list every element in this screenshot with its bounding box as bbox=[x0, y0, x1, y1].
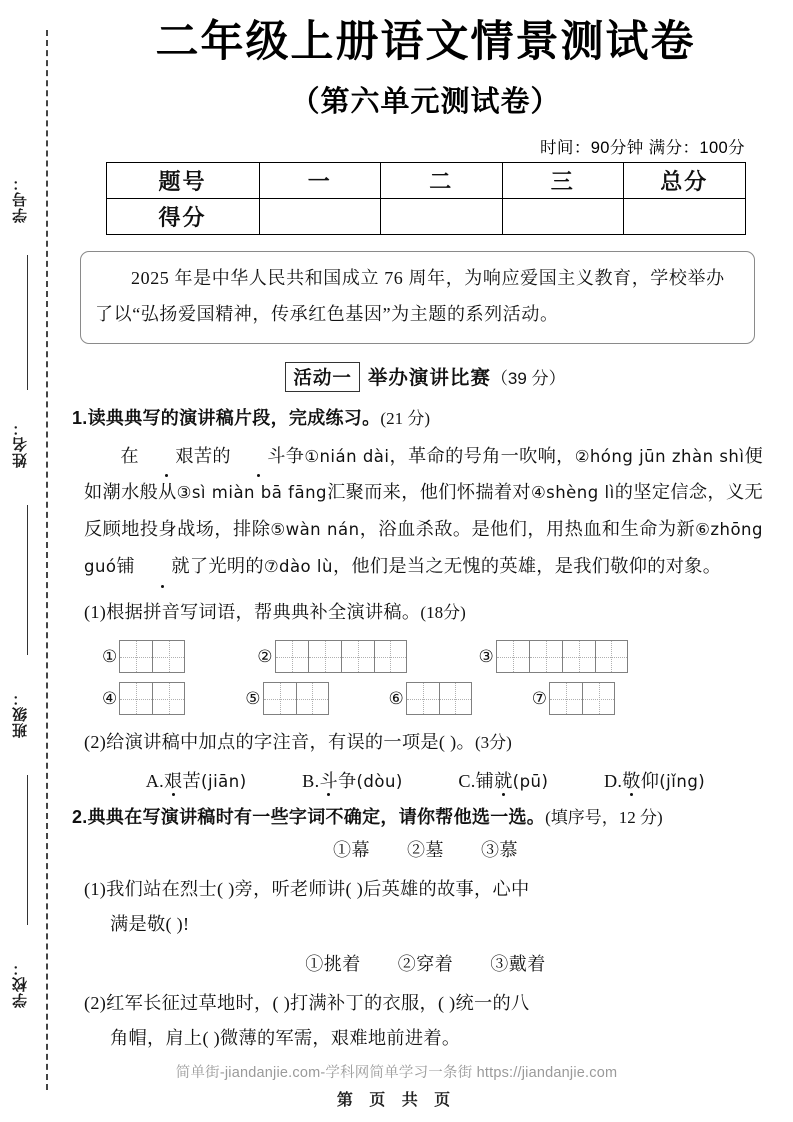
score-cell-total[interactable] bbox=[624, 199, 746, 235]
option-pinyin: (jiān) bbox=[201, 771, 247, 791]
score-col-header-1: 一 bbox=[259, 163, 381, 199]
margin-label-school: 学校： bbox=[12, 960, 29, 1008]
exam-sheet bbox=[58, 0, 793, 1122]
writing-grid-group-4[interactable] bbox=[102, 682, 185, 715]
title-block bbox=[58, 0, 793, 120]
option-word: 苦 bbox=[182, 770, 202, 791]
grid-cell[interactable] bbox=[275, 640, 308, 673]
writing-grid-group-1[interactable] bbox=[102, 640, 185, 673]
exam-meta-line: 时间：90分钟 满分：100分 bbox=[540, 139, 745, 158]
option-pinyin: (pū) bbox=[512, 771, 549, 791]
grid-cell[interactable] bbox=[406, 682, 439, 715]
table-row bbox=[106, 199, 745, 235]
grid-number: ① bbox=[102, 646, 118, 667]
option-pinyin: (jǐng) bbox=[659, 771, 706, 791]
question-1-2-options bbox=[84, 767, 767, 793]
option-a[interactable] bbox=[146, 767, 247, 793]
passage-seg: 铺 bbox=[116, 555, 136, 576]
score-row-header-points: 得分 bbox=[106, 199, 259, 235]
question-2-2-line-1: (2)红军长征过草地时，( )打满补丁的衣服，( )统一的八 bbox=[84, 992, 530, 1013]
tianzige-4[interactable] bbox=[496, 640, 628, 673]
passage-blank-marker: ③ bbox=[176, 483, 192, 503]
writing-grid-group-7[interactable] bbox=[532, 682, 615, 715]
option-word: 铺 bbox=[475, 770, 495, 791]
question-1-stem bbox=[72, 404, 775, 430]
passage-seg: 争 bbox=[285, 445, 305, 466]
question-1-2-stem bbox=[84, 725, 767, 760]
grid-cell[interactable] bbox=[152, 640, 185, 673]
passage-seg: 的坚定信念，义无反顾地投身战场，排除 bbox=[84, 482, 763, 540]
writing-grid-row-1 bbox=[58, 640, 793, 673]
activity-name: 举办演讲比赛 bbox=[367, 366, 491, 389]
passage-seg: ，浴血杀敌。是他们，用热血和生命为新 bbox=[359, 519, 696, 540]
grid-cell[interactable] bbox=[296, 682, 329, 715]
grid-cell[interactable] bbox=[529, 640, 562, 673]
option-pinyin: (dòu) bbox=[356, 771, 403, 791]
grid-cell[interactable] bbox=[152, 682, 185, 715]
tianzige-2[interactable] bbox=[549, 682, 615, 715]
question-1-points: (21 分) bbox=[380, 408, 430, 428]
passage-pinyin: dào lù bbox=[278, 556, 333, 576]
option-dotted-char: 敬 bbox=[622, 767, 641, 793]
passage-blank-marker: ② bbox=[574, 446, 590, 466]
passage-seg: ，他们是当之无愧的英雄，是我们敬仰的对象。 bbox=[332, 555, 722, 576]
activity-points: （39 分） bbox=[490, 368, 566, 388]
passage-seg: 便如潮水般从 bbox=[84, 445, 763, 503]
question-1-2-points: (3分) bbox=[474, 733, 512, 753]
question-2-1-line-2: 满是敬( )! bbox=[110, 914, 190, 935]
option-c[interactable] bbox=[458, 767, 548, 793]
option-word: 仰 bbox=[640, 770, 660, 791]
passage-pinyin: sì miàn bā fāng bbox=[191, 483, 328, 503]
option-dotted-char: 艰 bbox=[164, 767, 183, 793]
margin-label-student-id: 学号： bbox=[12, 175, 29, 223]
tianzige-2[interactable] bbox=[406, 682, 472, 715]
option-dotted-char: 斗 bbox=[319, 767, 338, 793]
intro-context-box: 2025 年是中华人民共和国成立 76 周年，为响应爱国主义教育，学校举办了以“弘扬爱国精神，传承红色基因”为主题的系列活动。 bbox=[80, 251, 755, 343]
passage-pinyin: hóng jūn zhàn shì bbox=[589, 446, 745, 466]
passage-seg: 苦的 bbox=[193, 445, 231, 466]
question-2-2-line-2: 角帽，肩上( )微薄的军需，艰难地前进着。 bbox=[110, 1028, 461, 1049]
grid-cell[interactable] bbox=[439, 682, 472, 715]
question-2-1-line-1: (1)我们站在烈士( )旁，听老师讲( )后英雄的故事，心中 bbox=[84, 878, 530, 899]
tianzige-2[interactable] bbox=[263, 682, 329, 715]
grid-number: ③ bbox=[478, 646, 494, 667]
grid-cell[interactable] bbox=[341, 640, 374, 673]
page-footer bbox=[0, 1061, 793, 1110]
option-key: B. bbox=[302, 770, 320, 791]
grid-number: ⑤ bbox=[245, 688, 261, 709]
grid-cell[interactable] bbox=[595, 640, 628, 673]
grid-cell[interactable] bbox=[119, 682, 152, 715]
passage-blank-marker: ④ bbox=[530, 483, 547, 503]
question-1-1-points: (18分) bbox=[420, 602, 466, 622]
question-2-stem-text: 2.典典在写演讲稿时有一些字词不确定，请你帮他选一选。 bbox=[72, 806, 546, 827]
option-key: C. bbox=[458, 770, 476, 791]
question-2-group2-options bbox=[58, 950, 793, 976]
option-item[interactable]: ①挑着 bbox=[305, 953, 361, 974]
passage-pinyin: shèng lì bbox=[546, 483, 615, 503]
margin-label-class: 班级： bbox=[12, 690, 29, 738]
passage-dotted-char: 艰 bbox=[139, 438, 194, 475]
page-indicator: 第 页 共 页 bbox=[336, 1092, 457, 1109]
passage-pinyin: nián dài bbox=[319, 446, 390, 466]
passage-seg: 在 bbox=[120, 445, 139, 466]
grid-number: ⑥ bbox=[388, 688, 404, 709]
grid-cell[interactable] bbox=[549, 682, 582, 715]
option-dotted-char: 就 bbox=[494, 767, 513, 793]
option-word: 争 bbox=[337, 770, 357, 791]
grid-cell[interactable] bbox=[374, 640, 407, 673]
grid-cell[interactable] bbox=[263, 682, 296, 715]
option-item[interactable]: ③慕 bbox=[481, 839, 518, 860]
margin-label-name: 姓名： bbox=[12, 420, 29, 468]
passage-dotted-char: 斗 bbox=[231, 438, 286, 475]
passage-blank-marker: ⑥ bbox=[695, 520, 711, 540]
passage-pinyin: zhōng guó bbox=[84, 520, 763, 576]
question-2-group1-options bbox=[58, 836, 793, 862]
page-title: 二年级上册语文情景测试卷 bbox=[155, 18, 696, 66]
question-2-stem bbox=[72, 803, 775, 829]
question-1-2-text: (2)给演讲稿中加点的字注音，有误的一项是( )。 bbox=[84, 732, 475, 753]
writing-grid-group-3[interactable] bbox=[479, 640, 628, 673]
passage-blank-marker: ⑦ bbox=[263, 556, 279, 576]
passage-dotted-char: 就 bbox=[135, 548, 190, 585]
score-cell-2[interactable] bbox=[381, 199, 503, 235]
writing-grid-area bbox=[58, 640, 793, 715]
grid-cell[interactable] bbox=[308, 640, 341, 673]
grid-number: ④ bbox=[102, 688, 118, 709]
grid-cell[interactable] bbox=[562, 640, 595, 673]
tianzige-4[interactable] bbox=[275, 640, 407, 673]
option-item[interactable]: ②穿着 bbox=[397, 953, 454, 974]
score-row-header-number: 题号 bbox=[106, 163, 259, 199]
passage-seg: 汇聚而来，他们怀揣着对 bbox=[327, 482, 531, 503]
margin-divider-1 bbox=[27, 255, 28, 390]
grid-cell[interactable] bbox=[582, 682, 615, 715]
passage-blank-marker: ① bbox=[304, 446, 320, 466]
score-table-wrapper bbox=[58, 162, 793, 235]
question-1-1-stem bbox=[84, 595, 767, 630]
watermark-text: 简单街-jiandanjie.com-学科网简单学习一条街 https://jiandanjie.com bbox=[175, 1065, 618, 1081]
tianzige-2[interactable] bbox=[119, 682, 185, 715]
tianzige-2[interactable] bbox=[119, 640, 185, 673]
passage-seg: 了光明的 bbox=[189, 555, 264, 576]
passage-blank-marker: ⑤ bbox=[270, 520, 286, 540]
grid-cell[interactable] bbox=[496, 640, 529, 673]
page-subtitle: （第六单元测试卷） bbox=[290, 86, 561, 119]
option-key: A. bbox=[145, 770, 165, 791]
score-col-header-2: 二 bbox=[381, 163, 503, 199]
option-item[interactable]: ①幕 bbox=[333, 839, 370, 860]
score-col-header-3: 三 bbox=[502, 163, 624, 199]
grid-number: ② bbox=[257, 646, 273, 667]
activity-tag: 活动一 bbox=[285, 362, 360, 392]
score-table bbox=[106, 162, 746, 235]
grid-cell[interactable] bbox=[119, 640, 152, 673]
writing-grid-group-2[interactable] bbox=[257, 640, 406, 673]
grid-number: ⑦ bbox=[531, 688, 547, 709]
left-margin-strip bbox=[0, 0, 58, 1122]
cut-dashed-line bbox=[46, 30, 48, 1090]
writing-grid-group-5[interactable] bbox=[245, 682, 328, 715]
passage-pinyin: wàn nán bbox=[285, 520, 360, 540]
activity-one-header bbox=[58, 362, 793, 392]
question-1-passage bbox=[84, 438, 763, 585]
question-1-stem-text: 1.读典典写的演讲稿片段，完成练习。 bbox=[72, 407, 381, 428]
score-cell-1[interactable] bbox=[259, 199, 381, 235]
table-row bbox=[106, 163, 745, 199]
option-b[interactable] bbox=[302, 767, 403, 793]
question-1-1-text: (1)根据拼音写词语，帮典典补全演讲稿。 bbox=[84, 601, 421, 622]
margin-divider-3 bbox=[27, 775, 28, 925]
margin-divider-2 bbox=[27, 505, 28, 655]
passage-seg: ，革命的号角一吹响， bbox=[389, 445, 575, 466]
option-item[interactable]: ②墓 bbox=[407, 839, 444, 860]
option-d[interactable] bbox=[604, 767, 705, 793]
writing-grid-group-6[interactable] bbox=[389, 682, 472, 715]
writing-grid-row-2 bbox=[58, 682, 793, 715]
question-2-points: (填序号，12 分) bbox=[545, 807, 663, 827]
score-col-header-total: 总分 bbox=[624, 163, 746, 199]
option-item[interactable]: ③戴着 bbox=[490, 953, 546, 974]
option-key: D. bbox=[603, 770, 623, 791]
score-cell-3[interactable] bbox=[502, 199, 624, 235]
